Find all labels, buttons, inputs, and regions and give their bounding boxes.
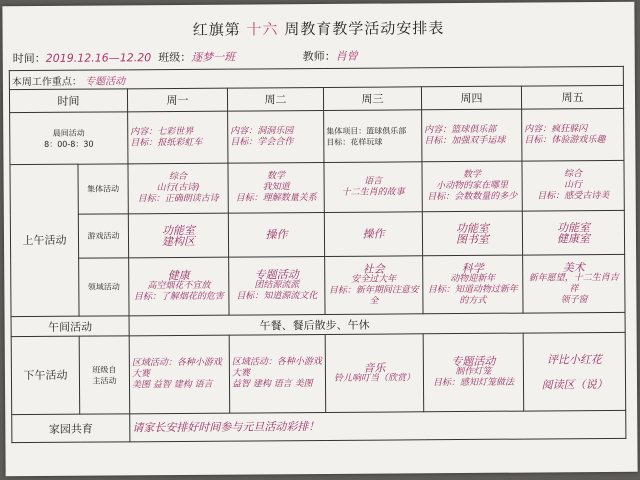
focus-label: 本周工作重点： xyxy=(11,76,82,88)
schedule-table xyxy=(9,66,627,443)
game-label: 游戏活动 xyxy=(78,214,128,258)
domain-tue xyxy=(229,256,325,315)
pm-mon xyxy=(129,335,230,414)
class-value: 逐梦一班 xyxy=(191,50,236,64)
domain-mon xyxy=(129,257,229,316)
cell-line: 小动物的家在哪里 xyxy=(436,180,509,192)
cell-line: 目标：正确朗读古诗 xyxy=(137,193,219,205)
morning-mon xyxy=(128,111,228,164)
pm-wed xyxy=(325,334,424,413)
home-label: 家园共育 xyxy=(12,414,130,443)
pm-thu xyxy=(423,333,524,412)
cell-line: 领子窗 xyxy=(560,294,588,305)
title-week: 十六 xyxy=(246,20,279,39)
cell-line: 操作 xyxy=(362,227,385,241)
cell-line: 内容：疯狂躲闪 xyxy=(524,123,588,135)
time-value: 2019.12.16—12.20 xyxy=(45,51,152,65)
teacher-label: 教师： xyxy=(302,49,336,64)
cell-line: 目标：理解数量关系 xyxy=(235,193,317,204)
cell-line: 内容：七彩世界 xyxy=(130,126,194,137)
game-thu xyxy=(422,211,522,256)
cell-line: 目标：体验游戏乐趣 xyxy=(524,134,606,146)
pm-sub1: 班级自 xyxy=(92,364,117,375)
home-row xyxy=(12,410,626,442)
domain-row xyxy=(11,254,625,316)
cell-line: 安全过大年 xyxy=(351,273,397,285)
cell-line: 集体项目：篮球俱乐部 xyxy=(326,125,407,136)
focus-value: 专题活动 xyxy=(85,75,126,88)
game-mon xyxy=(128,213,228,258)
cell-line: 图书室 xyxy=(455,232,490,246)
game-tue xyxy=(228,212,324,257)
header-time: 时间 xyxy=(9,89,127,113)
group-tue xyxy=(228,162,324,213)
teacher-field xyxy=(303,48,358,64)
cell-line: 区域活动：各种小游戏大赛 xyxy=(231,356,322,379)
cell-line: 健康 xyxy=(167,268,190,283)
game-fri xyxy=(522,210,624,255)
cell-line: 社会 xyxy=(362,262,385,276)
time-field xyxy=(13,49,236,67)
cell-line: 目标：知道源流文化 xyxy=(236,291,318,302)
morning-tue xyxy=(228,110,324,163)
cell-line: 目标：会数数量的多少 xyxy=(427,191,518,203)
time-label: 时间： xyxy=(12,51,46,66)
group-thu xyxy=(422,161,522,212)
pm-sub2: 主活动 xyxy=(92,375,117,386)
morning-thu xyxy=(422,109,522,162)
group-wed xyxy=(324,162,422,213)
header-tue: 周二 xyxy=(227,87,323,111)
cell-line: 数学 xyxy=(267,171,286,182)
page-title xyxy=(2,16,634,41)
cell-line: 山行(古诗) xyxy=(156,182,200,194)
header-mon: 周一 xyxy=(127,88,227,112)
cell-line: 功能室 xyxy=(455,221,489,235)
cell-line: 区域活动：各种小游戏大赛 xyxy=(131,357,222,380)
cell-line: 音乐 xyxy=(363,361,386,375)
pm-row xyxy=(11,332,626,414)
cell-line: 目标：感受古诗美 xyxy=(537,190,610,202)
morning-fri xyxy=(522,108,624,161)
morning-row xyxy=(10,108,624,164)
cell-line: 益智 建构 语言 美图 xyxy=(231,379,313,390)
cell-line: 目标：学会合作 xyxy=(230,136,294,148)
group-row xyxy=(10,160,624,214)
cell-line: 专题活动 xyxy=(254,268,299,282)
cell-line: 科学 xyxy=(461,261,484,275)
pm-tue xyxy=(229,334,326,413)
morning-wed xyxy=(324,110,422,163)
cell-line: 数学 xyxy=(463,169,482,180)
domain-wed xyxy=(325,256,423,315)
cell-line: 高空烟花不宜放 xyxy=(147,280,211,292)
cell-line: 操作 xyxy=(265,228,288,242)
game-wed xyxy=(324,212,422,257)
cell-line: 目标：知道动物过新年的方式 xyxy=(427,284,518,306)
cell-line: 功能室 xyxy=(161,223,195,237)
teacher-value: 肖曾 xyxy=(335,49,358,63)
cell-line: 十二生肖的故事 xyxy=(341,186,405,198)
title-prefix: 红旗第 xyxy=(192,20,241,39)
cell-line: 目标：了解烟花的危害 xyxy=(133,291,224,303)
cell-line: 健康室 xyxy=(556,231,591,245)
title-suffix: 周教育教学活动安排表 xyxy=(284,19,445,39)
cell-line: 综合 xyxy=(564,169,583,180)
pm-sub-cell xyxy=(79,336,130,414)
cell-line: 建构区 xyxy=(161,234,196,248)
cell-line: 我知道 xyxy=(262,182,290,193)
pm-fri xyxy=(523,332,626,411)
cell-line: 山行 xyxy=(564,180,583,191)
home-text: 请家长安排好时间参与元旦活动彩排！ xyxy=(130,410,626,441)
cell-line: 动物迎新年 xyxy=(450,273,496,284)
cell-line: 目标：花样玩球 xyxy=(326,137,383,147)
group-mon xyxy=(128,163,228,214)
game-row xyxy=(10,210,624,258)
cell-line: 新年愿望，十二生肖吉祥 xyxy=(528,272,619,294)
header-fri: 周五 xyxy=(521,85,623,109)
cell-line: 目标：感知灯笼做法 xyxy=(432,377,515,389)
cell-line: 专题活动 xyxy=(451,354,496,369)
cell-line: 铃儿响叮当（欣赏） xyxy=(333,372,416,384)
cell-line: 美图 益智 建构 语言 xyxy=(131,379,213,391)
cell-line: 内容：洞洞乐园 xyxy=(230,125,294,137)
cell-line: 目标：加强双手运球 xyxy=(424,135,506,146)
cell-line: 制作灯笼 xyxy=(455,366,492,378)
header-thu: 周四 xyxy=(421,86,521,110)
cell-line: 团结源流派 xyxy=(254,280,300,291)
header-wed: 周三 xyxy=(323,87,421,111)
noon-label: 午间活动 xyxy=(11,316,129,337)
cell-line: 阅读区（说） xyxy=(541,377,608,391)
cell-line: 语言 xyxy=(364,176,383,187)
group-fri xyxy=(522,160,624,211)
domain-label: 领域活动 xyxy=(79,258,129,316)
domain-thu xyxy=(423,255,523,314)
class-label: 班级： xyxy=(158,50,192,65)
schedule-sheet xyxy=(2,2,637,476)
noon-text: 午餐、餐后散步、午休 xyxy=(129,312,625,335)
morning-label: 晨间活动 xyxy=(52,128,85,138)
cell-line: 综合 xyxy=(169,171,188,183)
cell-line: 功能室 xyxy=(556,220,591,234)
cell-line: 目标：报纸彩虹车 xyxy=(130,137,203,148)
domain-fri xyxy=(523,254,625,313)
cell-line: 内容：篮球俱乐部 xyxy=(424,124,497,135)
cell-line: 评比小红花 xyxy=(546,352,602,366)
am-label: 上午活动 xyxy=(10,164,79,316)
group-label: 集体活动 xyxy=(78,164,128,214)
morning-time: 8：00-8：30 xyxy=(44,139,94,149)
cell-line: 目标：新年期间注意安全 xyxy=(328,284,419,307)
pm-label: 下午活动 xyxy=(11,336,80,414)
cell-line: 美术 xyxy=(562,260,585,274)
morning-label-cell xyxy=(10,112,128,165)
